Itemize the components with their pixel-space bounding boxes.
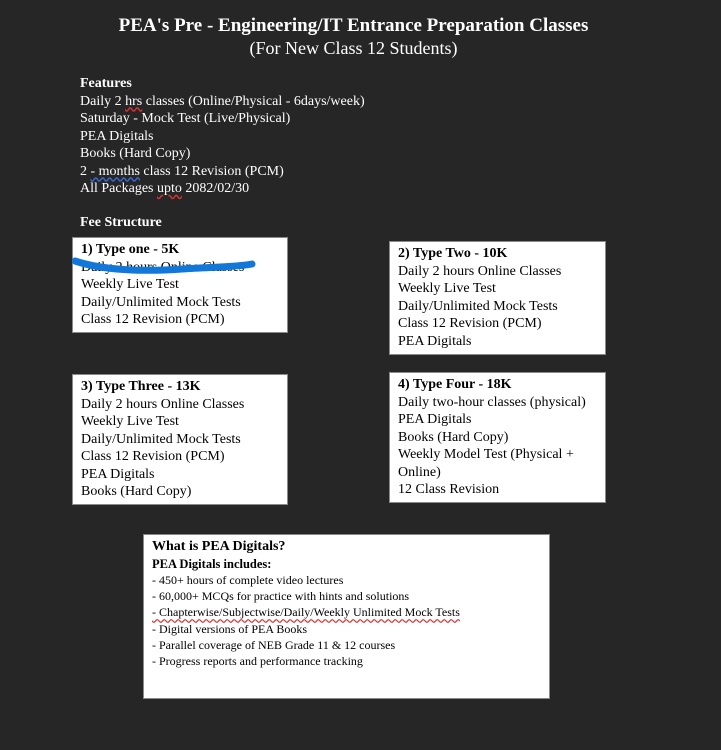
package-title: 1) Type one - 5K [81, 242, 180, 257]
package-title: 2) Type Two - 10K [398, 246, 508, 261]
package-title: 4) Type Four - 18K [398, 377, 512, 392]
package-item: Weekly Live Test [81, 414, 179, 429]
page-subtitle: (For New Class 12 Students) [249, 38, 458, 58]
package-item: PEA Digitals [81, 466, 155, 482]
features-section [80, 75, 365, 198]
feature-item: Saturday - Mock Test (Live/Physical) [80, 111, 291, 126]
package-item: Books (Hard Copy) [81, 484, 192, 499]
package-title: 3) Type Three - 13K [81, 379, 201, 394]
pea-digitals-subheading: PEA Digitals includes: [152, 557, 272, 571]
package-item: Daily 2 hours Online Classes [81, 396, 245, 412]
feature-item: Books (Hard Copy) [80, 146, 191, 161]
package-item: Class 12 Revision (PCM) [81, 312, 225, 327]
pea-digitals-item: - 450+ hours of complete video lectures [152, 573, 344, 587]
feature-item: 2 - months class 12 Revision (PCM) [80, 163, 284, 179]
pea-digitals-heading: What is PEA Digitals? [152, 539, 286, 554]
package-item: Books (Hard Copy) [398, 429, 509, 445]
feature-item: PEA Digitals [80, 128, 154, 144]
fee-structure-heading: Fee Structure [80, 215, 162, 230]
package-card-type-two [389, 241, 606, 355]
package-item: Class 12 Revision (PCM) [398, 316, 542, 331]
package-item: Daily/Unlimited Mock Tests [398, 298, 558, 314]
package-item: PEA Digitals [398, 412, 472, 427]
package-item: Daily/Unlimited Mock Tests [81, 431, 241, 447]
package-item: Weekly Live Test [398, 281, 496, 296]
pea-digitals-item: - 60,000+ MCQs for practice with hints and solutions [152, 589, 410, 604]
package-item: PEA Digitals [398, 333, 472, 349]
pea-digitals-item: - Digital versions of PEA Books [152, 621, 307, 636]
feature-item: All Packages upto 2082/02/30 [80, 181, 250, 196]
package-item: Weekly Live Test [81, 277, 179, 292]
pea-digitals-box [143, 534, 550, 699]
package-item: Weekly Model Test (Physical + Online) [398, 447, 574, 480]
package-item: 12 Class Revision [398, 482, 500, 497]
package-card-type-one [72, 237, 288, 333]
package-card-type-four [389, 372, 606, 503]
features-heading: Features [80, 76, 132, 91]
pea-digitals-item: - Parallel coverage of NEB Grade 11 & 12 courses [152, 637, 396, 652]
page-title: PEA's Pre - Engineering/IT Entrance Preparation Classes [118, 15, 589, 36]
feature-item: Daily 2 hrs classes (Online/Physical - 6days/week) [80, 93, 365, 109]
package-item: Class 12 Revision (PCM) [81, 449, 225, 464]
package-item: Daily 2 hours Online Classes [81, 259, 245, 275]
pea-digitals-item: - Chapterwise/Subjectwise/Daily/Weekly Unlimited Mock Tests [152, 605, 460, 620]
package-item: Daily two-hour classes (physical) [398, 394, 586, 410]
package-item: Daily 2 hours Online Classes [398, 263, 562, 279]
package-item: Daily/Unlimited Mock Tests [81, 294, 241, 310]
package-card-type-three [72, 374, 288, 505]
pea-digitals-item: - Progress reports and performance tracking [152, 654, 363, 669]
